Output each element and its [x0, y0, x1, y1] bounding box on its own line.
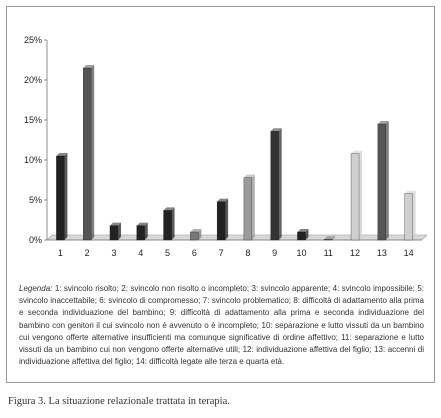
x-tick-label: 2	[84, 248, 90, 258]
bar-side	[386, 121, 389, 240]
bar-side	[359, 151, 362, 240]
bars	[56, 65, 415, 240]
bar-side	[252, 175, 255, 240]
bar-side	[118, 223, 121, 240]
bar-side	[172, 207, 175, 240]
bar	[405, 194, 413, 240]
bar	[297, 232, 305, 240]
bar-side	[225, 199, 228, 240]
y-tick-label: 0%	[28, 235, 42, 245]
x-tick-label: 9	[272, 248, 278, 258]
y-tick-label: 15%	[23, 115, 42, 125]
bar	[271, 131, 279, 240]
bar	[324, 239, 332, 240]
bar-side	[64, 153, 67, 240]
bar-chart	[7, 7, 436, 277]
x-tick-label: 4	[138, 248, 144, 258]
bar	[378, 124, 386, 240]
x-tick-label: 13	[376, 248, 387, 258]
x-tick-label: 3	[111, 248, 117, 258]
figure-frame	[6, 6, 435, 383]
chart-floor	[47, 235, 427, 240]
x-tick-label: 7	[218, 248, 224, 258]
x-tick-label: 14	[403, 248, 414, 258]
bar	[137, 226, 145, 240]
axes	[44, 40, 427, 240]
y-tick-label: 25%	[23, 35, 42, 45]
x-tick-label: 12	[350, 248, 361, 258]
legend-body: 1: svincolo risolto; 2: svincolo non risolto o incompleto; 3: svincolo apparente; 4: svincolo impossibile; 5: svincolo inaccettabile; 6: svincolo di compromesso; 7: svincolo problematico; 8: difficoltà di adattamento alla prima e seconda individuazione del bambino; 9: difficoltà di adattamento alla prima e seconda individuazione del bambino con genitori il cui svincolo non è avvenuto o è incompleto; 10: separazione e lutto vissuti da un bambino cui vengono offerte alternative insufficienti ma comunque significative di ordine affettivo; 11: separazione e lutto vissuti da un bambino cui non vengono offerte alternative utili; 12: individuazione affettiva del figlio; 13: accenni di individuazione affettiva del figlio; 14: difficoltà legate alle terza e quarta età.	[19, 284, 424, 367]
x-tick-label: 1	[57, 248, 63, 258]
bar	[351, 154, 359, 240]
y-tick-label: 5%	[28, 195, 42, 205]
x-tick-label: 8	[245, 248, 251, 258]
x-tick-label: 5	[165, 248, 171, 258]
x-tick-label: 6	[191, 248, 197, 258]
y-tick-label: 10%	[23, 155, 42, 165]
bar	[56, 156, 64, 240]
bar-side	[91, 65, 94, 240]
legend-title: Legenda:	[19, 284, 53, 293]
figure-caption: Figura 3. La situazione relazionale trattata in terapia.	[8, 396, 230, 407]
bar	[244, 178, 252, 240]
bar-side	[145, 223, 148, 240]
x-tick-label: 10	[296, 248, 307, 258]
bar-side	[279, 128, 282, 240]
bar-side	[413, 191, 416, 240]
bar	[190, 232, 198, 240]
bar	[83, 68, 91, 240]
bar	[164, 210, 172, 240]
bar	[110, 226, 118, 240]
x-tick-label: 11	[323, 248, 333, 258]
y-tick-label: 20%	[23, 75, 42, 85]
bar	[217, 202, 225, 240]
legend-description	[19, 283, 424, 368]
